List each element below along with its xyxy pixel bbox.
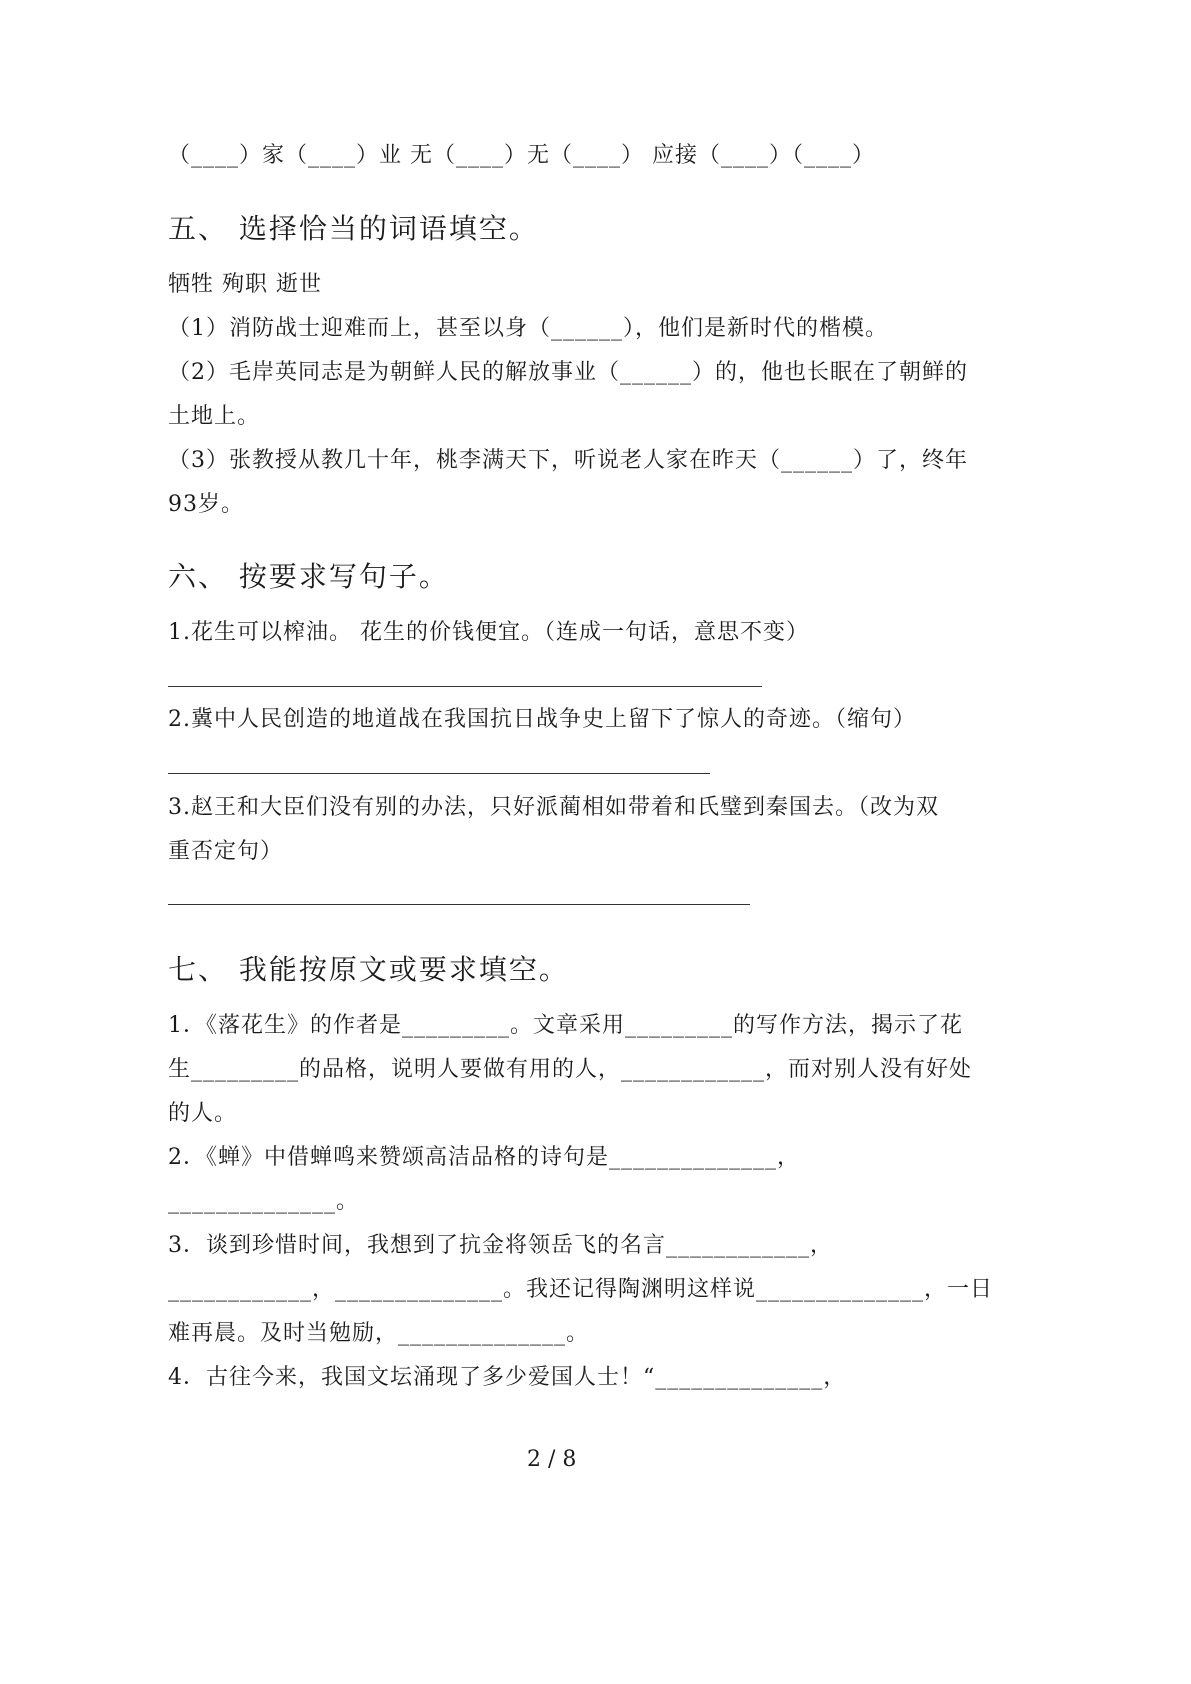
page-number: 2 / 8	[527, 1447, 577, 1472]
s5-item-2: （2）毛岸英同志是为朝鲜人民的解放事业（______）的，他也长眠在了朝鲜的	[168, 360, 968, 385]
s5-item-3: （3）张教授从教几十年，桃李满天下，听说老人家在昨天（______）了，终年	[168, 448, 968, 473]
s7-item-2-cont: ______________。	[168, 1189, 360, 1214]
s5-item-2-cont: 土地上。	[168, 404, 261, 429]
s7-item-3-end: 难再晨。及时当勉励，______________。	[168, 1321, 590, 1346]
answer-line-3[interactable]	[168, 904, 750, 905]
s6-item-3: 3.赵王和大臣们没有别的办法，只好派蔺相如带着和氏璧到秦国去。（改为双	[168, 795, 939, 820]
s7-item-1: 1．《落花生》的作者是_________。文章采用_________的写作方法，揭示了花	[168, 1013, 963, 1038]
s7-item-3: 3．谈到珍惜时间，我想到了抗金将领岳飞的名言____________，	[168, 1233, 833, 1258]
s6-item-2: 2.冀中人民创造的地道战在我国抗日战争史上留下了惊人的奇迹。（缩句）	[168, 707, 916, 732]
answer-line-1[interactable]	[168, 686, 762, 687]
section-6-heading: 六、 按要求写句子。	[168, 560, 449, 593]
s7-item-1-cont: 生_________的品格，说明人要做有用的人，____________，而对别人没有好处	[168, 1057, 973, 1082]
s6-item-1: 1.花生可以榨油。 花生的价钱便宜。（连成一句话，意思不变）	[168, 620, 809, 645]
s7-item-1-end: 的人。	[168, 1101, 238, 1126]
section-5-heading: 五、 选择恰当的词语填空。	[168, 212, 539, 245]
word-bank: 牺牲 殉职 逝世	[168, 272, 322, 297]
section-7-heading: 七、 我能按原文或要求填空。	[168, 953, 569, 986]
s5-item-3-cont: 93岁。	[168, 492, 244, 517]
idiom-fill-line: （____）家（____）业 无（____）无（____） 应接（____）（____）	[168, 143, 875, 168]
s7-item-3-cont: ____________，______________。我还记得陶渊明这样说______________，一日	[168, 1277, 994, 1302]
s5-item-1: （1）消防战士迎难而上，甚至以身（______），他们是新时代的楷模。	[168, 316, 888, 341]
answer-line-2[interactable]	[168, 773, 710, 774]
s7-item-2: 2．《蝉》中借蝉鸣来赞颂高洁品格的诗句是______________，	[168, 1145, 800, 1170]
s6-item-3-cont: 重否定句）	[168, 839, 284, 864]
s7-item-4: 4．古往今来，我国文坛涌现了多少爱国人士！“______________，	[168, 1365, 847, 1390]
